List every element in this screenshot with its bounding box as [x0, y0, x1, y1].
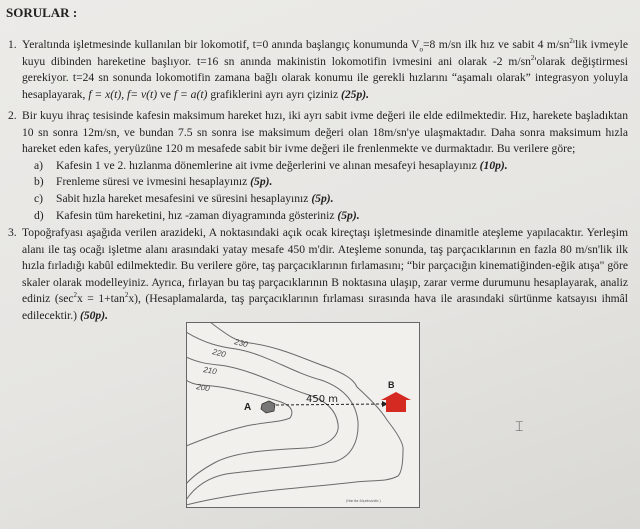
question-number: 2. [8, 109, 17, 122]
question-text: Yeraltında işletmesinde kullanılan bir lokomotif, t=0 anında başlangıç konumunda $V_o=8$ m/sn ilk hız ve sabit 4 $m/sn^2'lik$ ivmeyle kuyu dibinden hareketine başlıyor. t=16 sn anında makinistin lokomotifin ivmesini ani olarak -2 $m/sn^2'olarak$ değiştirmesi gerekiyor. t=24 sn sonunda lokomotifin zamana bağlı olarak konumu ile gerekli hızlarını “aşamalı olarak” integrasyon yoluyla hesaplayarak, f = x(t), f= v(t) ve f = a(t) grafiklerini ayrı ayrı çiziniz (25p). [22, 37, 629, 101]
question-text: Topoğrafyası aşağıda verilen arazideki, A noktasındaki açık ocak kireçtaşı işletmesinde dinamitle ateşleme yapılacaktır. Yerleşim alanı ile taş ocağı işletme alanı arasındaki yatay mesafe 450 m'dir. Ateşleme sonunda, taş parçacıklarının en fazla 80 m/sn'lik ilk hızla fırladığı kabûl edilmektedir. Bu verilere göre, taş parçacıklarının fırlamasını; “bir parçacığın kinematiğinden-eğik atışa" göre skaler olarak modelleyiniz. Ayrıca, fırlayan bu taş parçacıklarının B noktasına ulaşıp, zarar verme durumunu hesaplayarak, analiz ediniz $(\sec^2x = 1+\tan^2x)$, (Hesaplamalarda, taş parçacıklarının fırlaması sırasında hava ile arasındaki sürtünme katsayısı ihmâl edilecektir.) (50p). [22, 226, 628, 322]
text-cursor-icon: ⌶ [515, 419, 524, 435]
contour-label: 210 [202, 365, 218, 377]
sub-question: c) Sabit hızla hareket mesafesini ve süresini hesaplayınız (5p). [34, 191, 334, 205]
sub-question: a) Kafesin 1 ve 2. hızlanma dönemlerine ait ivme değerlerini ve alınan mesafeyi hesaplayınız (10p). [34, 158, 508, 172]
distance-label: 450 m [306, 394, 339, 405]
page-heading: SORULAR : [6, 5, 78, 20]
sub-question: b) Frenleme süresi ve ivmesini hesaplayınız (5p). [34, 175, 273, 189]
question-3 [8, 225, 628, 325]
points: (25p). [341, 87, 370, 101]
question-text: Bir kuyu ihraç tesisinde kafesin maksimum hareket hızı, iki ayrı sabit ivme değeri ile elde edilmektedir. Hız, harekete başladıktan 10 sn sonra 12m/sn, ve bundan 7.5 sn sonra ise maksimum değeri olan 18m/sn'ye ulaşmaktadır. Daha sonra maksimum hızla hareket eden kafes, yeryüzüne 120 m mesafede sabit bir ivme değeri ile frenlenmekte ve durmaktadır. Bu verilere göre; [22, 109, 628, 156]
contour-label: 200 [195, 382, 211, 394]
question-2 [8, 108, 628, 224]
question-number: 3. [8, 226, 17, 239]
point-a-label: A [244, 402, 252, 413]
question-number: 1. [8, 38, 17, 51]
contour-label: 220 [211, 347, 227, 360]
map-caption: (Harita ölçeksizdir.) [346, 499, 381, 503]
sub-question: d) Kafesin tüm hareketini, hız -zaman diyagramında gösteriniz (5p). [34, 208, 360, 222]
points: (50p). [79, 308, 108, 322]
point-b-label: B [388, 380, 395, 390]
contour-label: 230 [233, 337, 249, 350]
question-1 [8, 37, 628, 103]
topographic-map [186, 322, 420, 508]
